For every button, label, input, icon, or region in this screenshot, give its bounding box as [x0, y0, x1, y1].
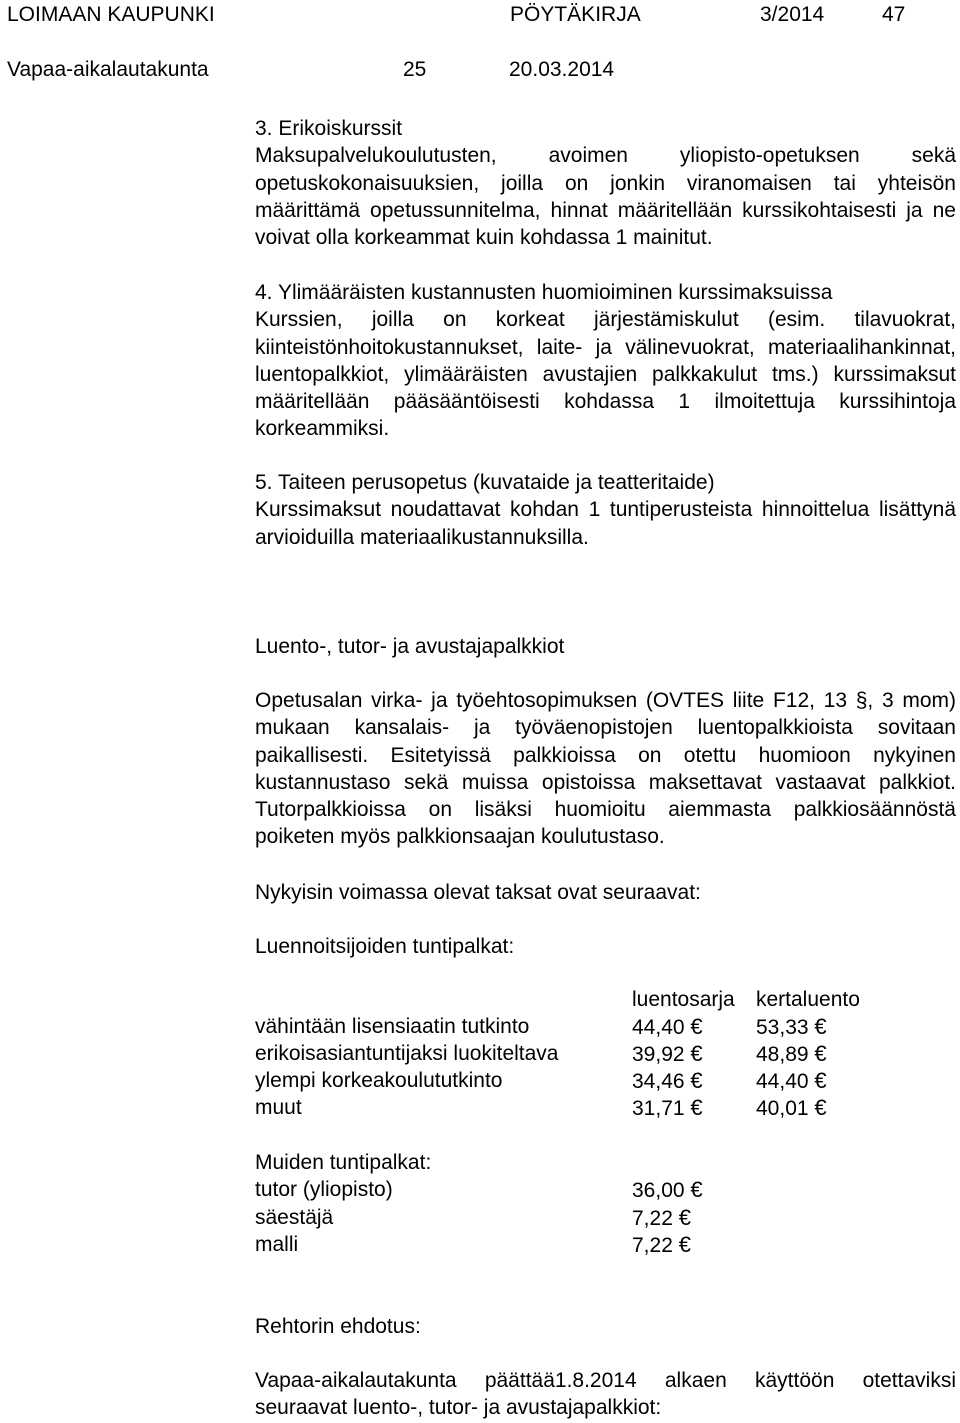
header-committee: Vapaa-aikalautakunta: [7, 58, 209, 81]
euro-icon: €: [678, 1205, 691, 1230]
row-label: muut: [255, 1096, 302, 1119]
row-single: 40,01 €: [756, 1095, 827, 1120]
row-value: 36,00 €: [632, 1177, 703, 1202]
row-value: 7,22 €: [632, 1205, 691, 1230]
row-series: 44,40 €: [632, 1014, 703, 1039]
item-text: Kurssien, joilla on korkeat järjestämiskulut (esim. tilavuokrat, kiinteistönhoitokustannukset, laite- ja välinevuokrat, materiaalihankinnat, luentopalkkiot, ylimääräisten avustajien palkkakulut tms.) kurssimaksut määritellään pääsääntöisesti kohdassa 1 ilmoitettuja kurssihintoja korkeammiksi.: [255, 308, 956, 441]
fee-paragraph: Opetusalan virka- ja työehtosopimuksen (OVTES liite F12, 13 §, 3 mom) mukaan kansalais- ja työväenopistojen luentopalkkioista sovitaan paikallisesti. Esitetyissä palkkioissa on otettu huomioon nykyinen kustannustaso sekä muissa opistoissa maksettavat vastaavat palkkiot. Tutorpalkkioissa on lisäksi huomioitu aiemmasta palkkiosäännöstä poiketen myös palkkionsaajan koulutustaso.: [255, 689, 956, 849]
other-table-title: Muiden tuntipalkat:: [255, 1151, 432, 1174]
euro-icon: €: [814, 1041, 827, 1066]
row-label: vähintään lisensiaatin tutkinto: [255, 1015, 530, 1038]
row-label: malli: [255, 1233, 299, 1256]
lecturer-table-title: Luennoitsijoiden tuntipalkat:: [255, 935, 515, 958]
item-3: [255, 115, 956, 251]
row-series: 39,92 €: [632, 1041, 703, 1066]
header-number: 3/2014: [760, 3, 825, 26]
euro-icon: €: [814, 1068, 827, 1093]
row-value: 7,22 €: [632, 1232, 691, 1257]
row-series: 34,46 €: [632, 1068, 703, 1093]
row-label: säestäjä: [255, 1206, 334, 1229]
row-single: 48,89 €: [756, 1041, 827, 1066]
euro-icon: €: [814, 1014, 827, 1039]
row-series: 31,71 €: [632, 1095, 703, 1120]
euro-icon: €: [690, 1095, 703, 1120]
item-heading: 5. Taiteen perusopetus (kuvataide ja teatteritaide): [255, 471, 715, 494]
decision-text: Vapaa-aikalautakunta päättää1.8.2014 alkaen käyttöön otettaviksi seuraavat luento-, tutor- ja avustajapalkkiot:: [255, 1369, 956, 1420]
item-text: Kurssimaksut noudattavat kohdan 1 tuntiperusteista hinnoittelua lisättynä arvioiduilla materiaalikustannuksilla.: [255, 498, 956, 549]
header-page: 47: [882, 3, 906, 26]
header-org: LOIMAAN KAUPUNKI: [7, 3, 215, 26]
euro-icon: €: [690, 1068, 703, 1093]
row-label: tutor (yliopisto): [255, 1178, 393, 1201]
item-text: Maksupalvelukoulutusten, avoimen yliopisto-opetuksen sekä opetuskokonaisuuksien, joilla on jonkin viranomaisen tai yhteisön määrittämä opetussunnitelma, hinnat määritellään kurssikohtaisesti ja ne voivat olla korkeammat kuin kohdassa 1 mainitut.: [255, 144, 956, 250]
euro-icon: €: [690, 1177, 703, 1202]
header-section: 25: [403, 58, 427, 81]
row-label: ylempi korkeakoulututkinto: [255, 1069, 503, 1092]
item-heading: 4. Ylimääräisten kustannusten huomioiminen kurssimaksuissa: [255, 281, 833, 304]
euro-icon: €: [690, 1014, 703, 1039]
proposal-label: Rehtorin ehdotus:: [255, 1315, 421, 1338]
row-label: erikoisasiantuntijaksi luokiteltava: [255, 1042, 559, 1065]
header-date: 20.03.2014: [509, 58, 615, 81]
row-single: 44,40 €: [756, 1068, 827, 1093]
euro-icon: €: [690, 1041, 703, 1066]
header-single: kertaluento: [756, 988, 860, 1011]
euro-icon: €: [678, 1232, 691, 1257]
header-doc-type: PÖYTÄKIRJA: [510, 3, 641, 26]
current-rates-intro: Nykyisin voimassa olevat taksat ovat seuraavat:: [255, 881, 701, 904]
header-series: luentosarja: [632, 988, 735, 1011]
item-5: [255, 469, 956, 551]
item-heading: 3. Erikoiskurssit: [255, 117, 403, 140]
section-title: Luento-, tutor- ja avustajapalkkiot: [255, 635, 565, 658]
item-4: [255, 279, 956, 443]
row-single: 53,33 €: [756, 1014, 827, 1039]
euro-icon: €: [814, 1095, 827, 1120]
